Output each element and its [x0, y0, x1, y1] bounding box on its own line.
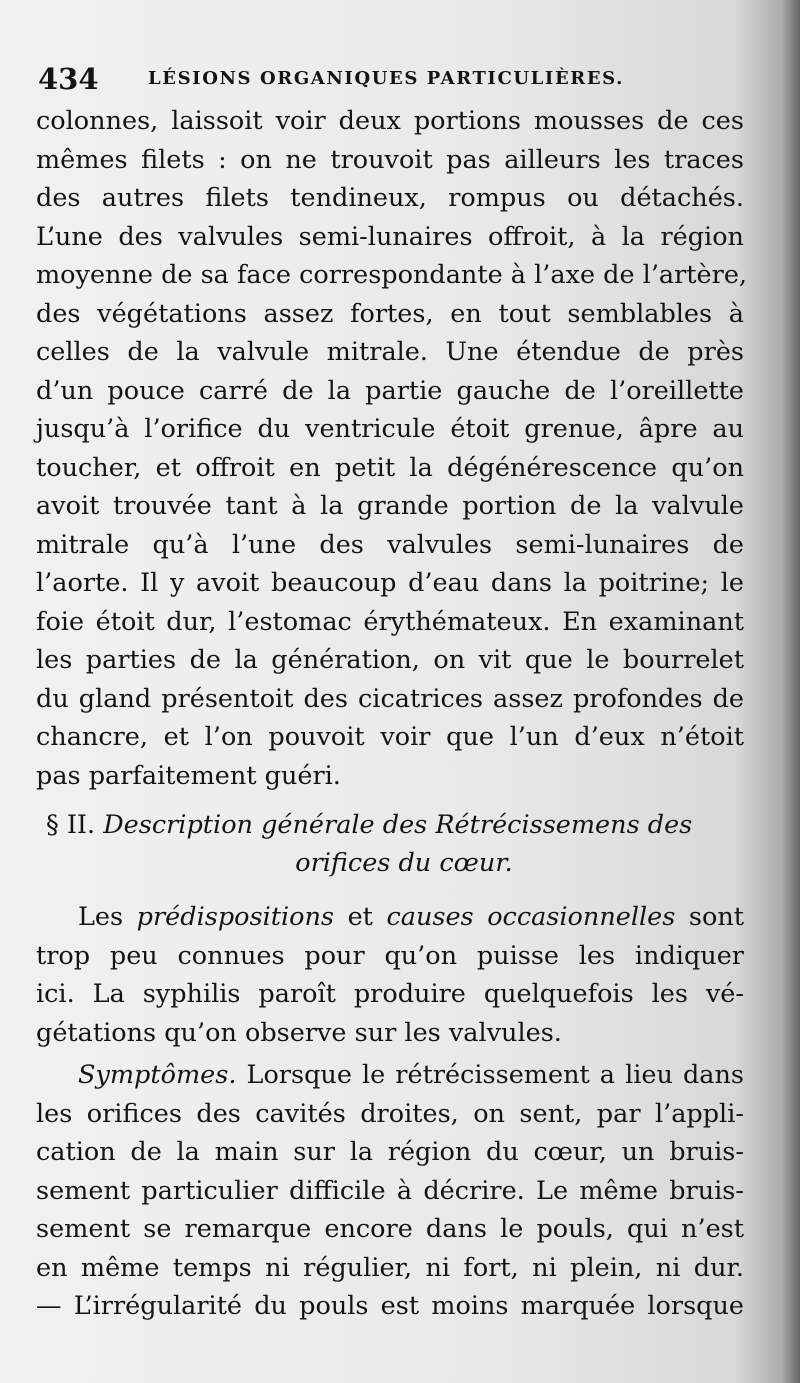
text-line: les parties de la génération, on vit que le bourrelet	[36, 645, 744, 675]
text-line: sement se remarque encore dans le pouls, qui n’est	[36, 1214, 744, 1244]
text-line: trop peu connues pour qu’on puisse les indiquer	[36, 940, 744, 971]
text-line: L’une des valvules semi-lunaires offroit, à la région	[36, 221, 744, 252]
italic-term: causes occasionnelles	[386, 902, 676, 932]
text-line: — L’irrégularité du pouls est moins marquée lorsque	[36, 1291, 744, 1321]
text-line: moyenne de sa face correspondante à l’axe de l’artère,	[36, 260, 748, 290]
paragraph-case-report	[36, 102, 748, 795]
paragraph-symptoms	[36, 1056, 744, 1326]
text-run: et	[334, 902, 387, 932]
page-number: 434	[38, 62, 99, 96]
text-run: Lorsque le rétrécissement a lieu dans	[236, 1060, 744, 1090]
text-line: colonnes, laissoit voir deux portions mousses de ces	[36, 106, 744, 136]
section-title-continued: orifices du cœur.	[295, 848, 513, 878]
text-line: d’un pouce carré de la partie gauche de l’oreillette	[36, 375, 744, 406]
text-line: des autres filets tendineux, rompus ou détachés.	[36, 183, 744, 213]
text-line: chancre, et l’on pouvoit voir que l’un d’eux n’étoit	[36, 722, 744, 752]
text-run: Les	[78, 902, 137, 932]
italic-term: Symptômes.	[78, 1060, 237, 1090]
text-line: ici. La syphilis paroît produire quelquefois les vé-	[36, 979, 744, 1009]
text-run: sont	[675, 902, 744, 932]
text-line: gétations qu’on observe sur les valvules.	[36, 1017, 562, 1048]
text-line	[36, 1056, 744, 1095]
italic-term: prédispositions	[136, 902, 335, 932]
text-line	[36, 898, 744, 937]
text-line: pas parfaitement guéri.	[36, 760, 341, 791]
text-line: du gland présentoit des cicatrices assez profondes de	[36, 683, 744, 714]
text-line: les orifices des cavités droites, on sent, par l’appli-	[36, 1098, 744, 1129]
text-line: foie étoit dur, l’estomac érythémateux. En examinant	[36, 606, 744, 637]
section-title: Description générale des Rétrécissemens des	[103, 810, 693, 840]
section-number: § II.	[46, 810, 96, 840]
text-line: cation de la main sur la région du cœur, un bruis-	[36, 1137, 744, 1167]
section-heading	[46, 806, 746, 882]
running-head: LÉSIONS ORGANIQUES PARTICULIÈRES.	[148, 68, 624, 89]
section-heading-line	[46, 806, 746, 844]
text-line: des végétations assez fortes, en tout semblables à	[36, 298, 744, 329]
text-line: avoit trouvée tant à la grande portion de la valvule	[36, 491, 744, 521]
text-line: mitrale qu’à l’une des valvules semi-lunaires de	[36, 529, 744, 560]
paragraph-predispositions	[36, 898, 744, 1052]
text-line: celles de la valvule mitrale. Une étendue de près	[36, 337, 744, 367]
page-header	[38, 62, 738, 102]
text-line: mêmes filets : on ne trouvoit pas ailleurs les traces	[36, 144, 744, 175]
text-line: toucher, et offroit en petit la dégénérescence qu’on	[36, 452, 744, 483]
text-line: en même temps ni régulier, ni fort, ni plein, ni dur.	[36, 1252, 744, 1283]
text-line: sement particulier difficile à décrire. Le même bruis-	[36, 1175, 744, 1206]
text-line: jusqu’à l’orifice du ventricule étoit grenue, âpre au	[36, 414, 744, 444]
text-line: l’aorte. Il y avoit beaucoup d’eau dans la poitrine; le	[36, 568, 744, 598]
